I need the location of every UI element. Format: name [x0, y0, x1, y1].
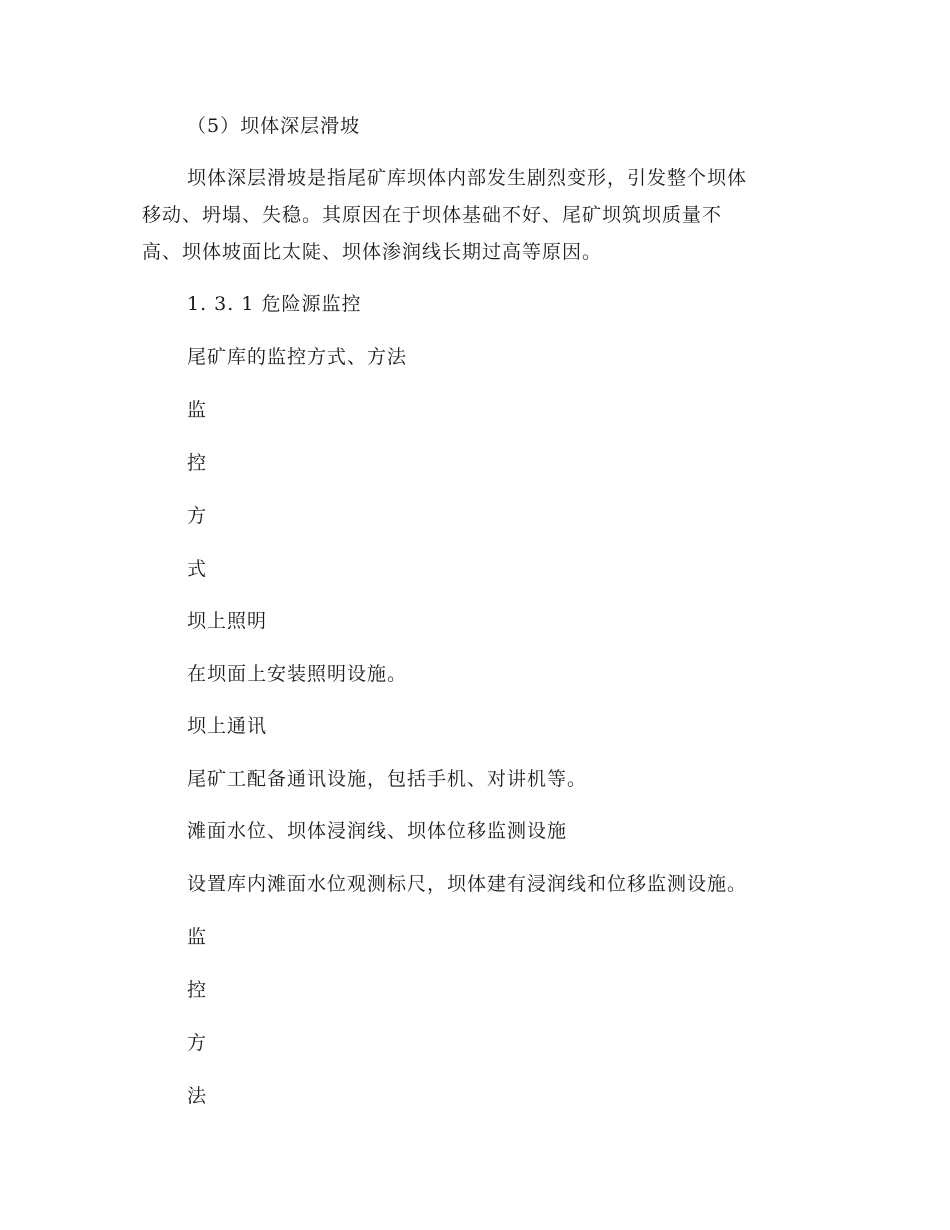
vertical-label-char: 方	[187, 505, 208, 527]
item-title: 坝上通讯	[187, 715, 268, 737]
vertical-label-char: 控	[187, 979, 208, 1001]
vertical-label-char: 监	[187, 926, 208, 948]
vertical-label-char: 方	[187, 1032, 208, 1054]
paragraph-line: 移动、坍塌、失稳。其原因在于坝体基础不好、尾矿坝筑坝质量不	[142, 204, 723, 226]
vertical-label-char: 控	[187, 452, 208, 474]
subtitle-monitoring: 尾矿库的监控方式、方法	[187, 346, 408, 368]
paragraph-line: 高、坝体坡面比太陡、坝体渗润线长期过高等原因。	[142, 241, 603, 263]
item-description: 尾矿工配备通讯设施，包括手机、对讲机等。	[187, 768, 588, 790]
item-description: 设置库内滩面水位观测标尺，坝体建有浸润线和位移监测设施。	[187, 873, 748, 895]
section-heading-deep-slide: （5）坝体深层滑坡	[187, 115, 361, 137]
vertical-label-char: 式	[187, 558, 208, 580]
vertical-label-char: 法	[187, 1085, 208, 1107]
section-heading-hazard-monitoring: 1. 3. 1 危险源监控	[187, 293, 362, 315]
item-title: 坝上照明	[187, 610, 268, 632]
vertical-label-char: 监	[187, 399, 208, 421]
item-title: 滩面水位、坝体浸润线、坝体位移监测设施	[187, 820, 568, 842]
paragraph-line: 坝体深层滑坡是指尾矿库坝体内部发生剧烈变形，引发整个坝体	[187, 167, 748, 189]
item-description: 在坝面上安装照明设施。	[187, 663, 408, 685]
